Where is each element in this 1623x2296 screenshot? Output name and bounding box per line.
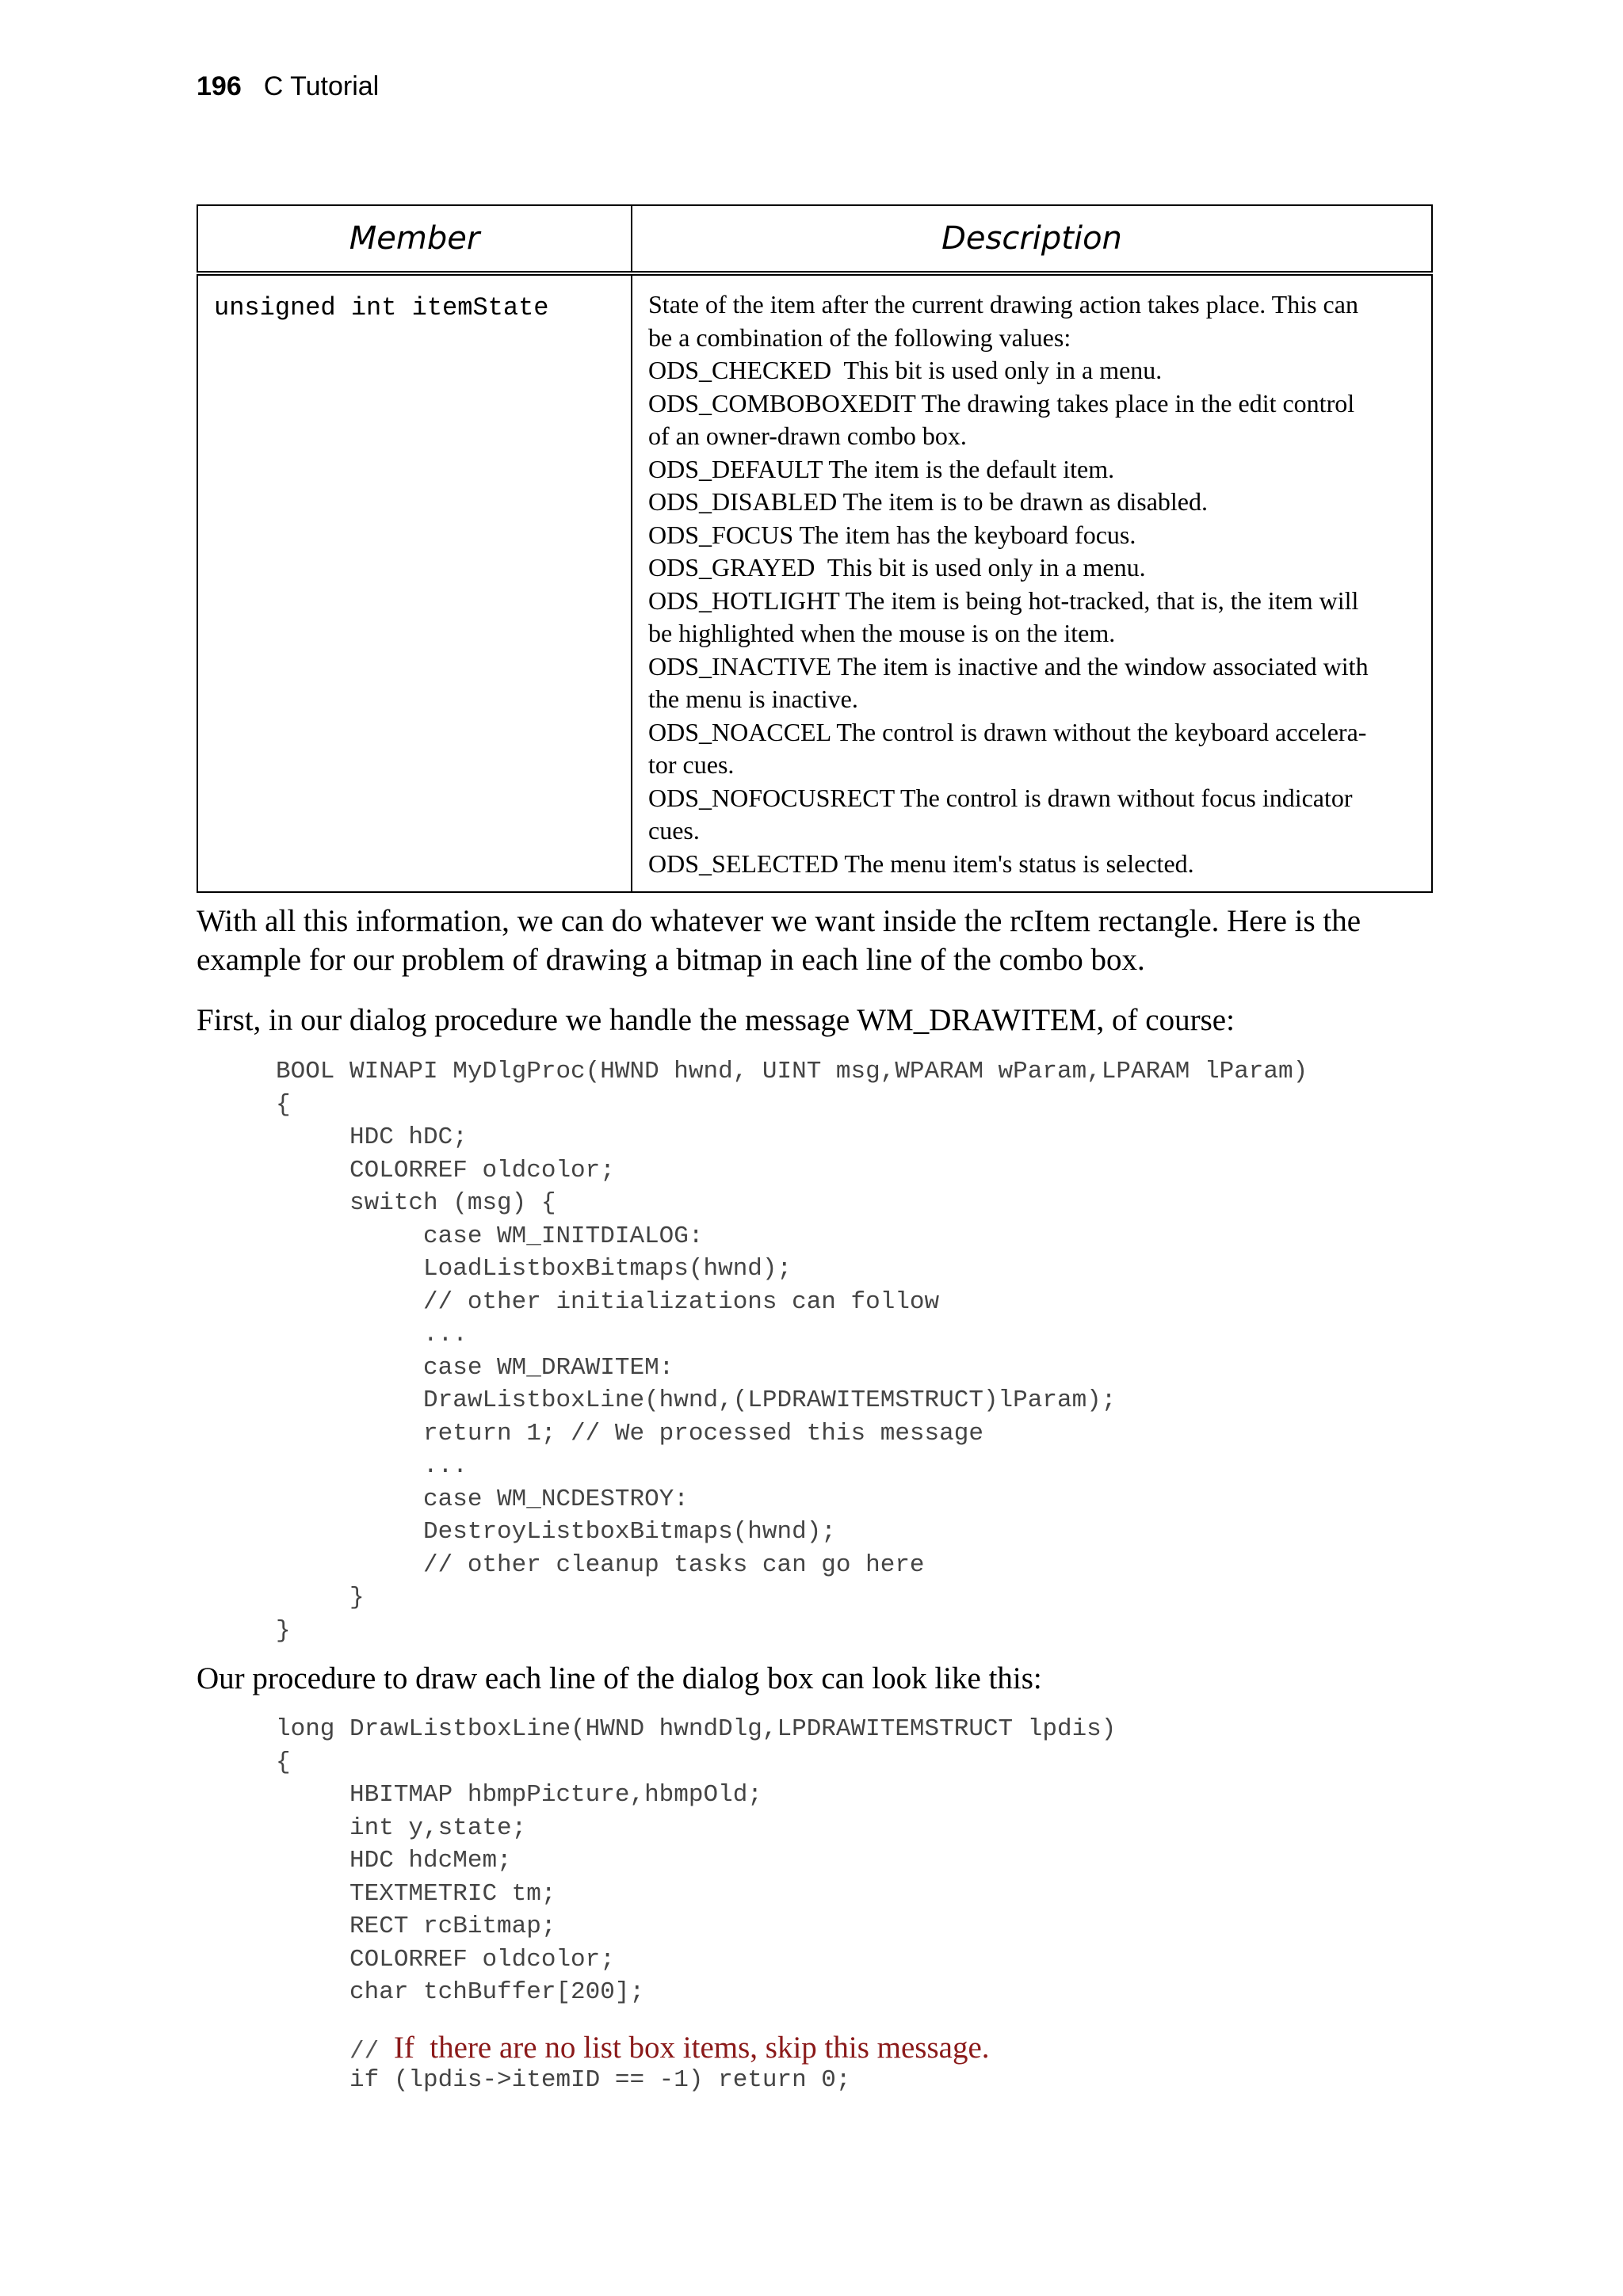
code-line: return 1; // We processed this message <box>276 1419 983 1447</box>
description-line: ODS_SELECTED The menu item's status is selected. <box>648 849 1194 878</box>
paragraph-dialog-procedure: First, in our dialog procedure we handle the message WM_DRAWITEM, of course: <box>197 1003 1235 1037</box>
description-cell <box>632 273 1432 892</box>
code-line: ... <box>276 1452 468 1480</box>
code-line: int y,state; <box>276 1814 527 1842</box>
description-line: ODS_FOCUS The item has the keyboard focus. <box>648 520 1136 549</box>
code-line: BOOL WINAPI MyDlgProc(HWND hwnd, UINT msg,WPARAM wParam,LPARAM lParam) <box>276 1058 1308 1085</box>
description-line: ODS_INACTIVE The item is inactive and the window associated with <box>648 651 1369 681</box>
comment-text: If there are no list box items, skip this message. <box>393 2030 990 2065</box>
description-line: ODS_HOTLIGHT The item is being hot-tracked, that is, the item will <box>648 585 1359 615</box>
code-line: HDC hdcMem; <box>276 1847 512 1875</box>
paragraph-rcitem: With all this information, we can do whatever we want inside the rcItem rectangle. Here is the example for our problem of drawing a bitmap in each line of the combo box. <box>197 904 1361 977</box>
table-header-row <box>197 205 1432 273</box>
members-table <box>197 204 1433 893</box>
code-line: char tchBuffer[200]; <box>276 1978 645 2006</box>
code-line: HBITMAP hbmpPicture,hbmpOld; <box>276 1781 762 1809</box>
code-line: } <box>276 1616 291 1645</box>
description-line: of an owner-drawn combo box. <box>648 421 967 450</box>
code-line: } <box>276 1584 365 1611</box>
description-line: ODS_DEFAULT The item is the default item. <box>648 454 1115 483</box>
description-line: ODS_COMBOBOXEDIT The drawing takes place in the edit control <box>648 388 1355 418</box>
description-line: State of the item after the current drawing action takes place. This can <box>648 290 1358 318</box>
description-line: be a combination of the following values: <box>648 322 1071 352</box>
description-line: ODS_DISABLED The item is to be drawn as disabled. <box>648 487 1208 516</box>
code-line: COLORREF oldcolor; <box>276 1156 615 1184</box>
code-line: // other cleanup tasks can go here <box>276 1550 925 1579</box>
code-line: RECT rcBitmap; <box>276 1913 556 1940</box>
description-line: be highlighted when the mouse is on the item. <box>648 619 1116 647</box>
code-line: case WM_NCDESTROY: <box>276 1485 689 1513</box>
code-block-dlgproc <box>276 1055 1308 1647</box>
code-line: HDC hDC; <box>276 1123 468 1151</box>
code-comment-line <box>276 2031 1116 2065</box>
code-line: switch (msg) { <box>276 1189 556 1217</box>
description-line: ODS_GRAYED This bit is used only in a menu. <box>648 553 1146 582</box>
code-line: case WM_DRAWITEM: <box>276 1353 674 1382</box>
code-line: LoadListboxBitmaps(hwnd); <box>276 1255 792 1283</box>
code-line: DestroyListboxBitmaps(hwnd); <box>276 1518 836 1546</box>
code-line: ... <box>276 1321 468 1348</box>
code-line: DrawListboxLine(hwnd,(LPDRAWITEMSTRUCT)lParam); <box>276 1386 1117 1414</box>
page-number: 196 <box>197 71 242 101</box>
description-line: ODS_CHECKED This bit is used only in a menu. <box>648 356 1163 384</box>
code-line: { <box>276 1748 291 1776</box>
description-line: ODS_NOFOCUSRECT The control is drawn without focus indicator <box>648 783 1353 812</box>
paragraph-draw-procedure: Our procedure to draw each line of the dialog box can look like this: <box>197 1661 1042 1695</box>
code-line: if (lpdis->itemID == -1) return 0; <box>276 2066 851 2094</box>
column-header-description: Description <box>632 205 1432 273</box>
table-row <box>197 273 1432 892</box>
code-line: case WM_INITDIALOG: <box>276 1222 704 1250</box>
code-line: // other initializations can follow <box>276 1287 940 1316</box>
member-cell: unsigned int itemState <box>197 273 632 892</box>
page-title: C Tutorial <box>263 71 380 101</box>
code-line: TEXTMETRIC tm; <box>276 1879 556 1908</box>
comment-prefix: // <box>276 2037 394 2065</box>
description-line: the menu is inactive. <box>648 685 858 713</box>
code-block-drawlistboxline <box>276 1713 1116 2097</box>
page-header <box>197 71 379 102</box>
description-line: cues. <box>648 816 700 845</box>
code-line: { <box>276 1090 291 1119</box>
code-line: long DrawListboxLine(HWND hwndDlg,LPDRAWITEMSTRUCT lpdis) <box>276 1715 1117 1743</box>
column-header-member: Member <box>197 205 632 273</box>
description-line: ODS_NOACCEL The control is drawn without the keyboard accelera- <box>648 717 1367 746</box>
description-line: tor cues. <box>648 750 735 779</box>
code-line: COLORREF oldcolor; <box>276 1945 615 1974</box>
